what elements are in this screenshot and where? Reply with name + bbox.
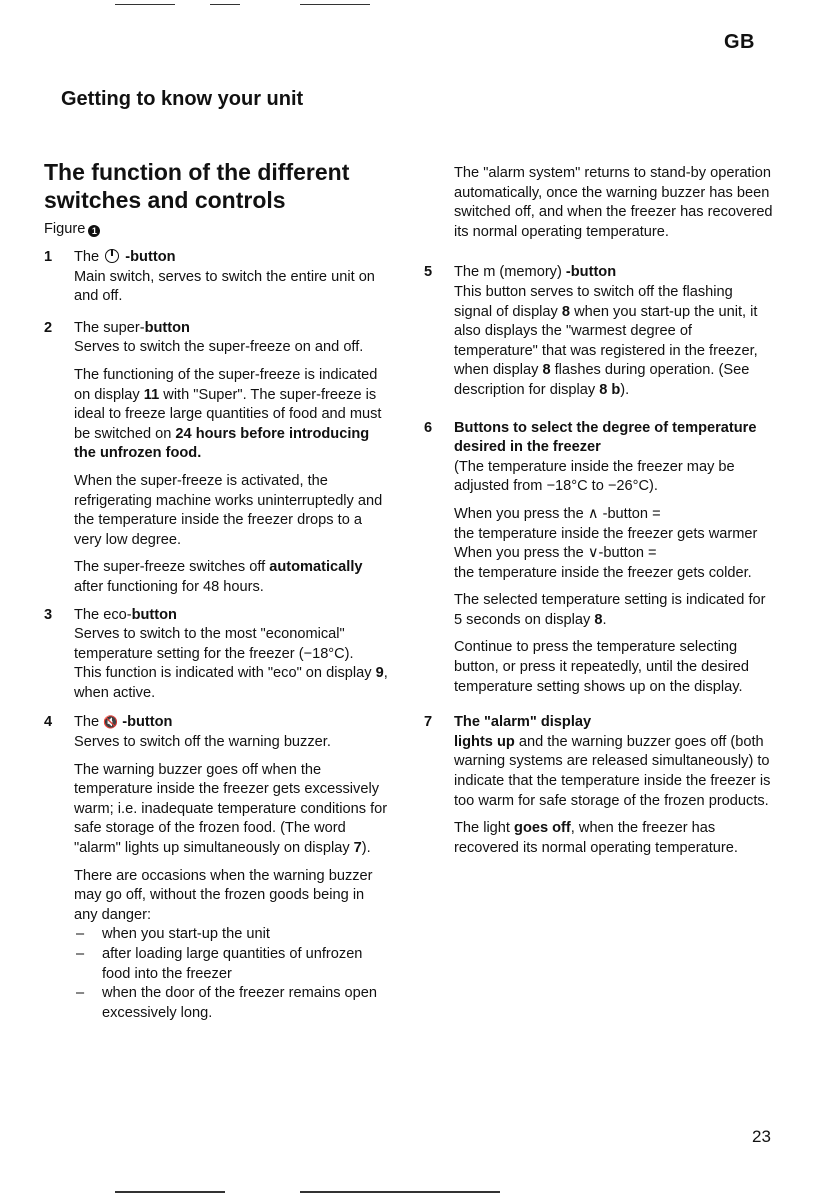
item-paragraph: When you press the ∧ -button = (454, 505, 661, 522)
item-text: Main switch, serves to switch the entire unit on and off. (74, 268, 375, 305)
item-text: Serves to switch the super-freeze on and off. (74, 339, 364, 356)
item-paragraph: The light goes off, when the freezer has recovered its normal operating temperature. (454, 820, 738, 856)
list-item: – after loading large quantities of unfrozen food into the freezer (74, 945, 389, 984)
power-icon (105, 249, 119, 263)
item-paragraph: There are occasions when the warning buzzer may go off, without the frozen goods being in any danger: (74, 867, 373, 923)
scan-artifact-line (300, 1191, 500, 1193)
item-6 (424, 419, 774, 698)
item-text: Serves to switch off the warning buzzer. (74, 734, 331, 751)
left-column (44, 248, 389, 1023)
item-5 (424, 263, 774, 400)
item-heading: Buttons to select the degree of temperature desired in the freezer (454, 419, 757, 456)
scan-artifact-line (115, 1191, 225, 1193)
right-column (424, 164, 774, 858)
item-7 (424, 713, 774, 858)
item-text: (The temperature inside the freezer may be adjusted from −18°C to −26°C). (454, 458, 735, 495)
item-paragraph: When the super-freeze is activated, the refrigerating machine works uninterruptedly and the temperature inside the freezer drops to a very low degree. (74, 472, 383, 548)
item-heading: The -button (74, 249, 176, 265)
item-text: Serves to switch to the most "economical" temperature setting for the freezer (−18°C). (74, 626, 354, 662)
item-number: 2 (44, 319, 53, 336)
list-item: – when the door of the freezer remains open excessively long. (74, 984, 389, 1023)
item-number: 4 (44, 714, 53, 731)
item-number: 5 (424, 264, 433, 281)
item-heading: The "alarm" display (454, 714, 592, 731)
item-number: 3 (44, 606, 53, 623)
figure-number-badge: 1 (88, 225, 100, 237)
item-paragraph: The warning buzzer goes off when the temperature inside the freezer gets excessively warm; i.e. inadequate temperature conditions for safe storage of the frozen food. (The word "alarm" lights up simultaneously on display 7). (74, 761, 388, 857)
item-text: This function is indicated with "eco" on display 9, when active. (74, 665, 388, 701)
item-3 (44, 606, 389, 704)
buzzer-off-icon: 🔇 (103, 715, 119, 730)
danger-list (74, 925, 389, 1023)
language-code: GB (724, 31, 755, 53)
section-title: Getting to know your unit (61, 88, 304, 110)
item-number: 6 (424, 419, 433, 436)
item-heading: The m (memory) -button (454, 264, 617, 281)
item-paragraph: The selected temperature setting is indicated for 5 seconds on display 8. (454, 592, 766, 628)
item-paragraph: When you press the ∨-button = (454, 545, 657, 562)
item-heading: The eco-button (74, 606, 177, 623)
figure-label: Figure (44, 221, 86, 237)
figure-reference (44, 220, 100, 240)
item-text: This button serves to switch off the flashing signal of display 8 when you start-up the unit, it also displays the "warmest degree of temperature" that was registered in the freezer, when display 8 flashes during operation. (See description for display 8 b). (454, 283, 758, 398)
page-title: The function of the different switches and controls (44, 159, 350, 213)
item-2 (44, 319, 389, 598)
item-paragraph: Continue to press the temperature selecting button, or press it repeatedly, until the desired temperature setting shows up on the display. (454, 639, 750, 695)
scan-artifact-line (300, 4, 370, 5)
item-paragraph: the temperature inside the freezer gets warmer (454, 525, 758, 542)
item-text: lights up and the warning buzzer goes off (both warning systems are released simultaneously) to indicate that the temperature inside the freezer is too warm for safe storage of the frozen products. (454, 733, 771, 809)
scan-artifact-line (115, 4, 175, 5)
item-number: 1 (44, 249, 53, 265)
item-paragraph: The functioning of the super-freeze is indicated on display 11 with "Super". The super-freeze is ideal to freeze large quantities of food and must be switched on 24 hours before introducing the unfrozen food. (74, 366, 382, 462)
alarm-intro-paragraph: The "alarm system" returns to stand-by operation automatically, once the warning buzzer has been switched off, and when the freezer has recovered its normal operating temperature. (454, 165, 773, 240)
item-1 (44, 248, 389, 307)
item-number: 7 (424, 714, 433, 731)
item-paragraph: The super-freeze switches off automatically after functioning for 48 hours. (74, 559, 363, 595)
scan-artifact-line (210, 4, 240, 5)
item-heading: The 🔇 -button (74, 714, 173, 731)
page-number: 23 (752, 1127, 771, 1146)
item-paragraph: the temperature inside the freezer gets colder. (454, 564, 752, 581)
item-4 (44, 713, 389, 1023)
list-item: – when you start-up the unit (74, 925, 389, 945)
item-heading: The super-button (74, 319, 190, 336)
